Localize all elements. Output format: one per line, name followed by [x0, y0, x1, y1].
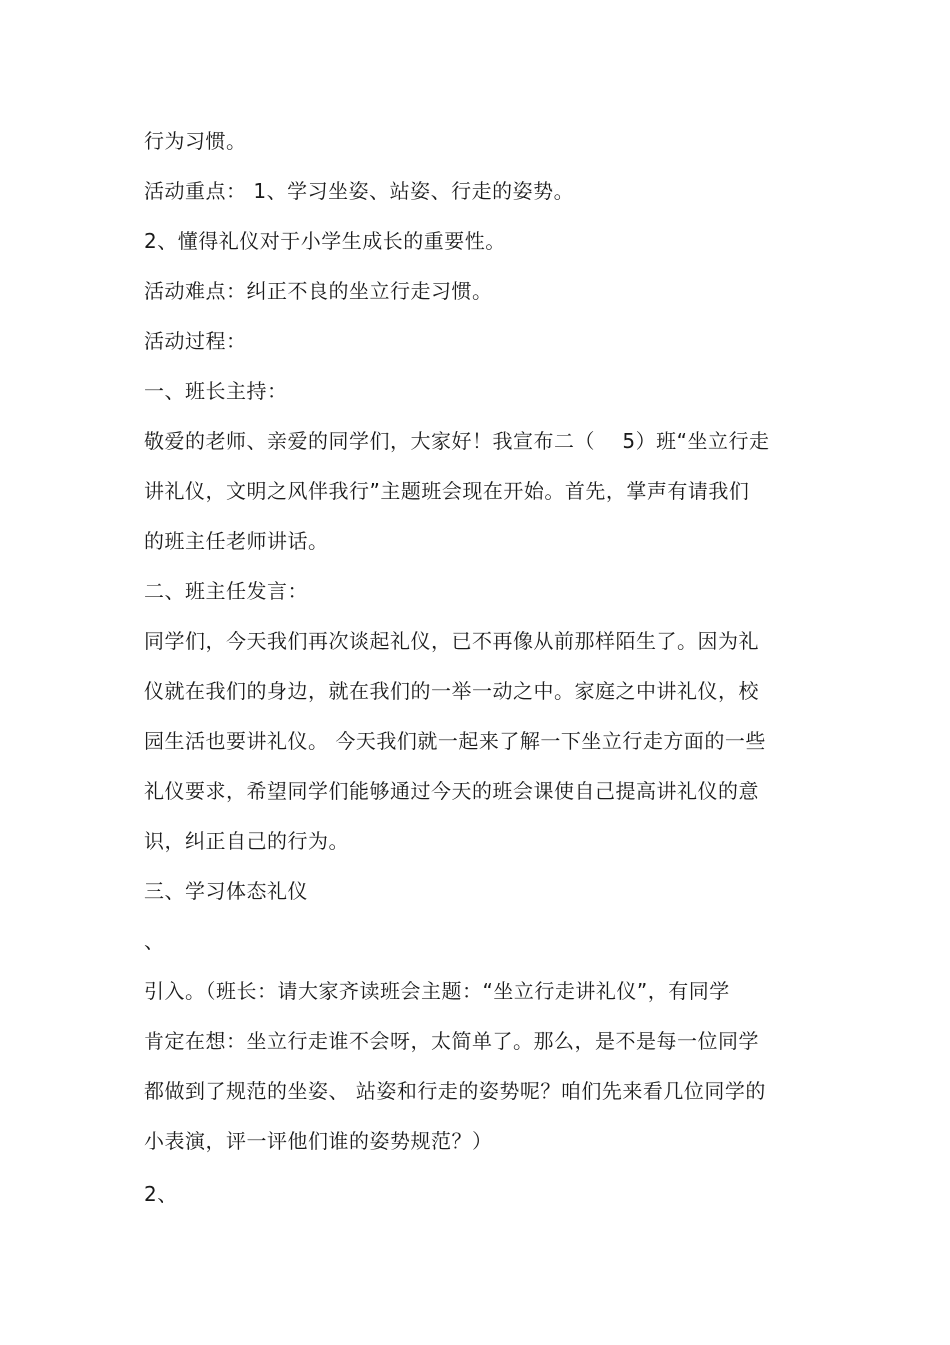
text-line-18: 引入。（班长：请大家齐读班会主题：“坐立行走讲礼仪”，有同学: [144, 979, 730, 1003]
text-line-19: 肯定在想：坐立行走谁不会呀，太简单了。那么，是不是每一位同学: [144, 1029, 759, 1053]
text-line-8: 讲礼仪，文明之风伴我行”主题班会现在开始。首先，掌声有请我们: [144, 479, 750, 503]
text-line-13: 园生活也要讲礼仪。 今天我们就一起来了解一下坐立行走方面的一些: [144, 729, 766, 753]
text-line-9: 的班主任老师讲话。: [144, 529, 329, 553]
text-line-16: 三、学习体态礼仪: [144, 879, 308, 903]
text-line-20: 都做到了规范的坐姿、 站姿和行走的姿势呢？咱们先来看几位同学的: [144, 1079, 766, 1103]
text-line-2: 活动重点： 1、学习坐姿、站姿、行走的姿势。: [144, 179, 575, 203]
text-line-15: 识，纠正自己的行为。: [144, 829, 349, 853]
text-line-5: 活动过程：: [144, 329, 247, 353]
text-line-22: 2、: [144, 1182, 178, 1206]
text-line-3: 2、懂得礼仪对于小学生成长的重要性。: [144, 229, 506, 253]
text-line-21: 小表演，评一评他们谁的姿势规范？）: [144, 1129, 493, 1153]
text-line-7: 敬爱的老师、亲爱的同学们，大家好！我宣布二（ 5）班“坐立行走: [144, 429, 770, 453]
text-line-1: 行为习惯。: [144, 129, 247, 153]
text-line-6: 一、班长主持：: [144, 379, 288, 403]
text-line-12: 仪就在我们的身边，就在我们的一举一动之中。家庭之中讲礼仪，校: [144, 679, 759, 703]
text-line-17: 、: [144, 929, 165, 953]
text-line-10: 二、班主任发言：: [144, 579, 308, 603]
text-line-11: 同学们，今天我们再次谈起礼仪，已不再像从前那样陌生了。因为礼: [144, 629, 759, 653]
text-line-14: 礼仪要求，希望同学们能够通过今天的班会课使自己提高讲礼仪的意: [144, 779, 759, 803]
text-line-4: 活动难点：纠正不良的坐立行走习惯。: [144, 279, 493, 303]
